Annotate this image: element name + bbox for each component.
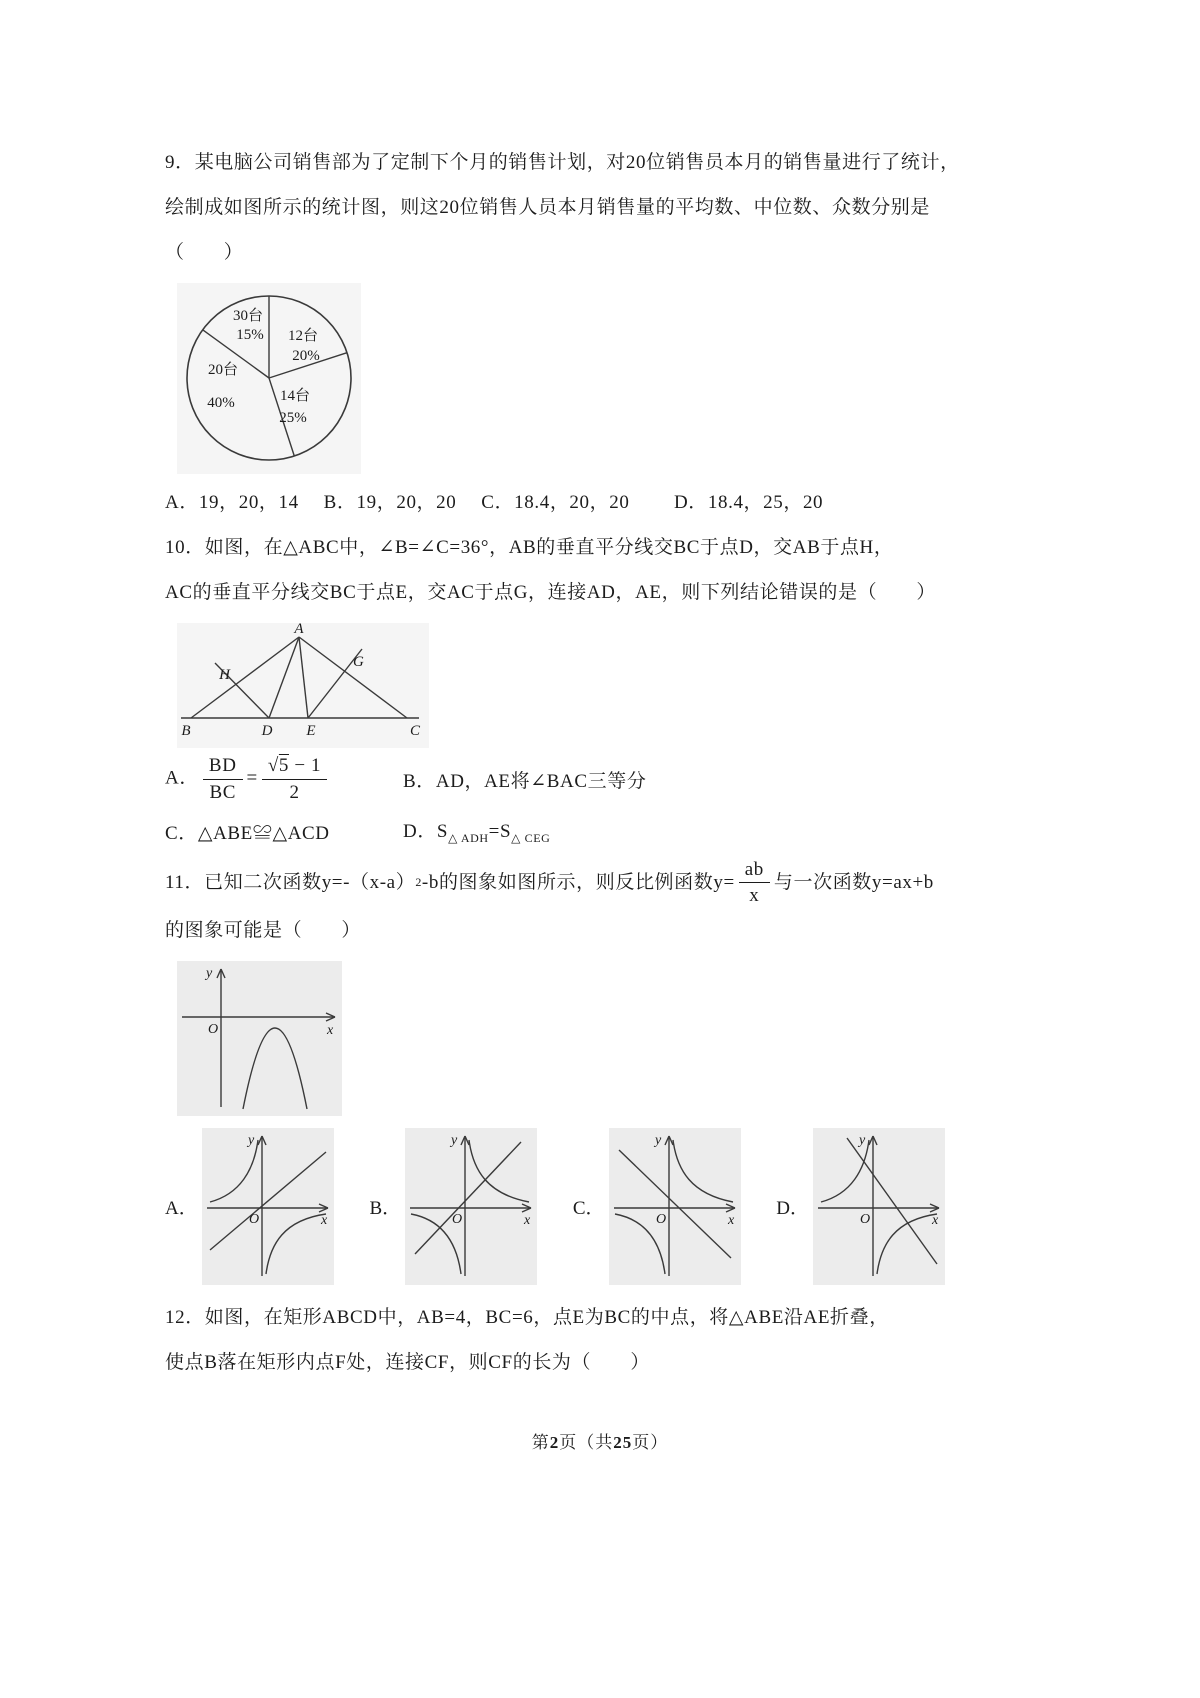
pie-label-20: 20台 <box>207 362 239 378</box>
q10-option-a <box>165 754 403 805</box>
axis-label-x: x <box>932 1213 939 1228</box>
hyperbola-branch <box>469 1140 529 1202</box>
parabola-curve <box>243 1028 307 1109</box>
footer-post: 页） <box>632 1433 669 1452</box>
exponent-2: 2 <box>415 875 422 890</box>
point-label-E: E <box>306 723 316 739</box>
pie-label-30: 30台 <box>232 308 264 324</box>
segment-AD <box>269 637 299 718</box>
hyperbola-branch <box>821 1140 869 1202</box>
q11-option-c-label: C． <box>572 1198 605 1219</box>
footer-pre: 第 <box>531 1433 550 1452</box>
q9-line1: 9．某电脑公司销售部为了定制下个月的销售计划，对20位销售员本月的销售量进行了统计， <box>165 152 960 173</box>
fraction-sqrt5: $\frac{√5 - 1}{2}$ <box>262 754 327 805</box>
q11-option-c-box <box>609 1128 741 1285</box>
pie-pct-20: 40% <box>207 395 235 411</box>
triangle-figure-svg <box>177 623 429 743</box>
pie-pct-14: 25% <box>279 410 307 426</box>
pie-label-12: 12台 <box>287 328 319 344</box>
line-graph <box>847 1138 937 1264</box>
radicand: 5 <box>278 755 289 776</box>
pie-chart-svg <box>177 283 361 469</box>
option-a-graph-svg <box>202 1128 334 1280</box>
q9-line3: （ ） <box>165 242 244 263</box>
point-label-D: D <box>261 723 273 739</box>
axis-label-o: O <box>452 1212 463 1227</box>
q9-pie-figure-box <box>177 283 361 474</box>
segment-AE <box>299 637 308 718</box>
hyperbola-branch <box>673 1140 733 1202</box>
q10-options-row1 <box>165 754 1042 805</box>
axis-label-x: x <box>524 1213 531 1228</box>
line-graph <box>619 1150 731 1258</box>
question-12 <box>165 1295 1042 1385</box>
q9-options: A．19，20，14 B．19，20，20 C．18.4，20，20 D．18.4，25，20 <box>165 492 824 513</box>
axis-label-o: O <box>248 1212 259 1227</box>
point-label-B: B <box>181 723 191 739</box>
axis-label-o: O <box>860 1212 871 1227</box>
q11-option-a-label: A． <box>165 1198 198 1219</box>
q11-line1 <box>165 858 1042 909</box>
q9-pie-figure <box>177 283 1042 474</box>
q10-options-row2 <box>165 809 1042 854</box>
side-AB <box>191 637 299 718</box>
question-10 <box>165 525 1042 854</box>
area-subscript-ceg: △ CEG <box>511 830 551 845</box>
axis-label-y: y <box>247 1133 254 1148</box>
axis-label-o: O <box>655 1212 666 1227</box>
q10-triangle-figure-box <box>177 623 429 748</box>
question-11 <box>165 858 1042 1286</box>
q10-option-d <box>403 816 550 846</box>
q11-text-part1: 11．已知二次函数y=-（x-a） <box>165 872 416 894</box>
q11-option-c <box>573 1128 741 1285</box>
q11-text-part2: -b的图象如图所示，则反比例函数y= <box>421 872 735 894</box>
footer-page-number: 2 <box>549 1433 560 1452</box>
q9-line2: 绘制成如图所示的统计图，则这20位销售人员本月销售量的平均数、中位数、众数分别是 <box>165 197 931 218</box>
equals-sign: = <box>246 767 258 789</box>
q11-text-part3: 与一次函数y=ax+b <box>773 872 934 894</box>
q11-option-b-box <box>405 1128 537 1285</box>
line-graph <box>210 1152 326 1250</box>
q11-option-a <box>165 1128 334 1285</box>
fraction-ab-x: $\frac{ab}{x}$ <box>739 858 770 909</box>
fraction-bd-bc: $\frac{BD}{BC}$ <box>203 754 243 805</box>
q11-option-d-box <box>813 1128 945 1285</box>
axis-label-y: y <box>206 966 213 981</box>
line-graph <box>415 1142 521 1254</box>
q11-option-b-label: B． <box>369 1198 402 1219</box>
axis-label-x: x <box>727 1213 734 1228</box>
axis-label-y: y <box>654 1133 661 1148</box>
axis-label-x: x <box>320 1213 327 1228</box>
q12-line2: 使点B落在矩形内点F处，连接CF，则CF的长为（ ） <box>165 1352 650 1373</box>
q11-parabola-figure <box>177 961 1042 1116</box>
axis-label-y: y <box>859 1133 866 1148</box>
option-d-graph-svg <box>813 1128 945 1280</box>
footer-mid: 页（共 <box>559 1433 614 1452</box>
q10-line1: 10．如图，在△ABC中，∠B=∠C=36°，AB的垂直平分线交BC于点D，交AB于点H， <box>165 537 894 558</box>
q10-triangle-figure <box>177 623 1042 748</box>
q12-line1: 12．如图，在矩形ABCD中，AB=4，BC=6，点E为BC的中点，将△ABE沿AE折叠， <box>165 1307 889 1328</box>
point-label-C: C <box>409 723 421 739</box>
hyperbola-branch <box>266 1214 326 1274</box>
radical-tail: − 1 <box>289 755 322 776</box>
question-9 <box>165 140 1042 525</box>
hyperbola-branch <box>210 1140 258 1202</box>
area-symbol: S <box>436 821 449 843</box>
pie-pct-30: 15% <box>236 327 264 343</box>
area-equals: =S <box>488 821 512 843</box>
option-c-graph-svg <box>609 1128 741 1280</box>
q10-option-c: C．△ABE≌△ACD <box>165 822 330 844</box>
q10-option-d-prefix: D． <box>403 821 437 843</box>
q11-line2: 的图象可能是（ ） <box>165 920 362 941</box>
option-b-graph-svg <box>405 1128 537 1280</box>
axis-label-x: x <box>327 1023 334 1038</box>
point-label-H: H <box>219 667 230 683</box>
parabola-graph-svg <box>177 961 342 1111</box>
side-AC <box>299 637 407 718</box>
q11-option-a-box <box>202 1128 334 1285</box>
area-subscript-adh: △ ADH <box>448 830 489 845</box>
point-label-A: A <box>294 623 304 637</box>
q11-option-d <box>776 1128 945 1285</box>
q10-option-a-prefix: A． <box>165 767 199 789</box>
page-footer <box>0 1428 1200 1453</box>
point-label-G: G <box>353 654 364 670</box>
axis-label-y: y <box>451 1133 458 1148</box>
q11-parabola-box <box>177 961 342 1116</box>
q11-option-d-label: D． <box>776 1198 809 1219</box>
pie-pct-12: 20% <box>292 348 320 364</box>
axis-label-o: O <box>208 1022 219 1037</box>
radical-sign: √ <box>267 755 279 776</box>
q11-option-b <box>369 1128 537 1285</box>
pie-label-14: 14台 <box>279 388 311 404</box>
q11-option-graphs <box>165 1128 945 1285</box>
footer-total-pages: 25 <box>613 1433 633 1452</box>
q10-option-b: B．AD，AE将∠BAC三等分 <box>403 770 647 792</box>
q10-line2: AC的垂直平分线交BC于点E，交AC于点G，连接AD，AE，则下列结论错误的是（ ） <box>165 582 937 603</box>
